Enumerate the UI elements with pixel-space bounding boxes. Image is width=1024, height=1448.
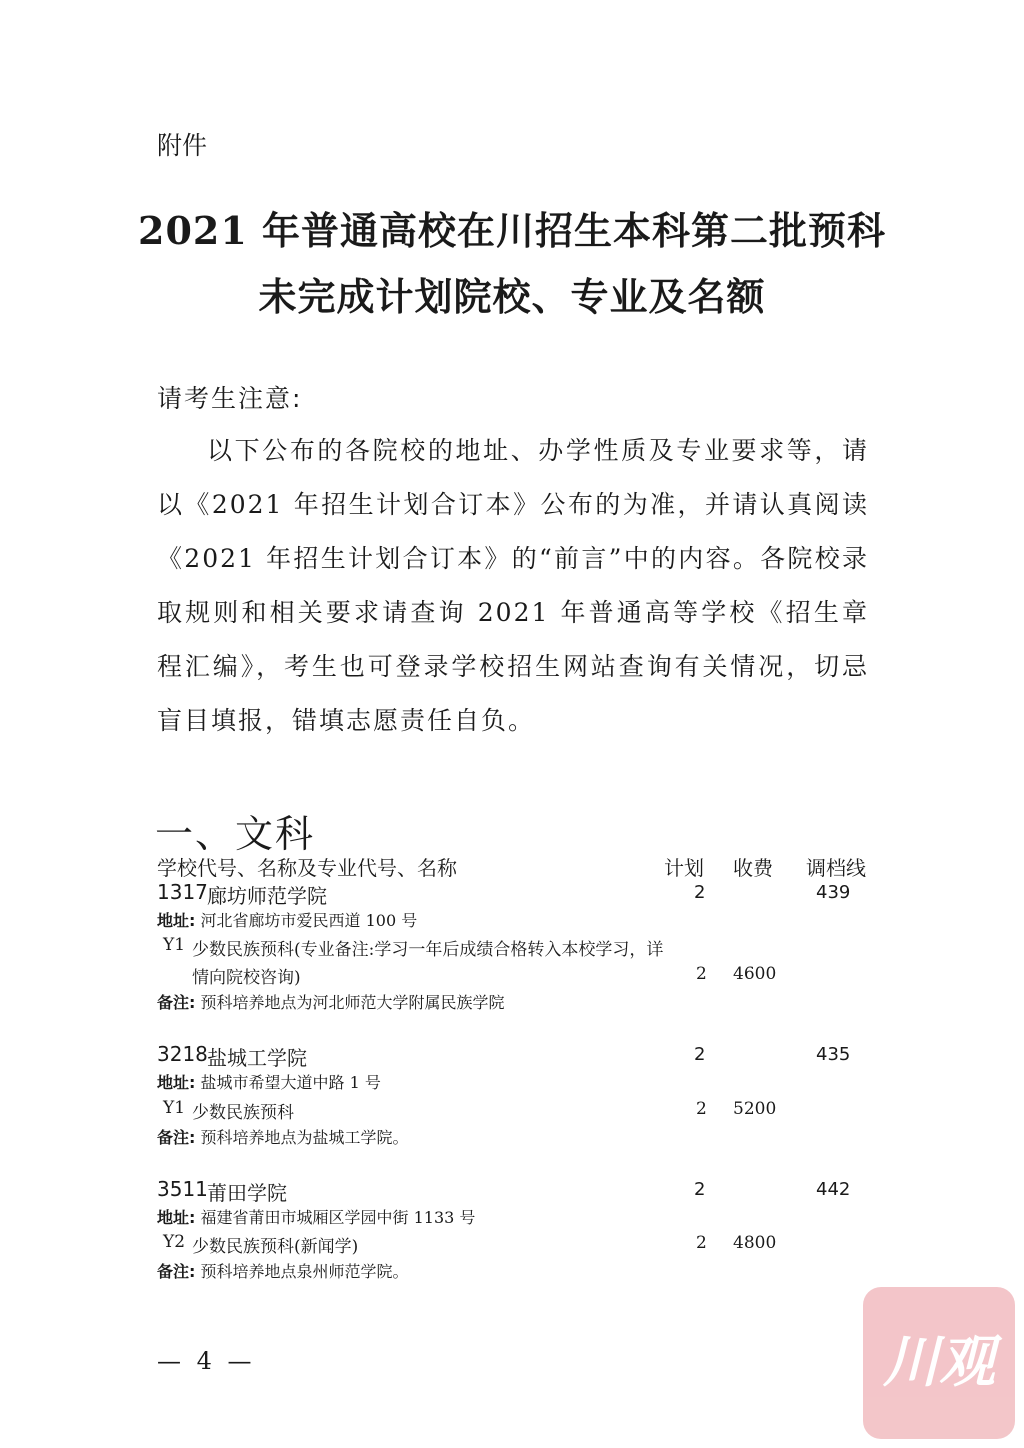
column-header-fee: 收费 — [733, 856, 773, 880]
address-label: 地址: — [157, 911, 196, 930]
school-address — [157, 908, 417, 931]
school-note — [157, 1259, 409, 1282]
school-address — [157, 1070, 381, 1093]
school-plan: 2 — [694, 1044, 706, 1065]
watermark-text: 川观 — [883, 1330, 995, 1395]
school-code: 3511 — [157, 1177, 208, 1201]
major-code: Y1 — [163, 1098, 186, 1118]
school-code: 3218 — [157, 1042, 208, 1066]
note-label: 备注: — [157, 1262, 196, 1281]
school-note — [157, 1125, 409, 1148]
major-fee: 5200 — [733, 1099, 777, 1119]
note-label: 备注: — [157, 1128, 196, 1147]
page-number: — 4 — — [157, 1347, 256, 1375]
address-label: 地址: — [157, 1073, 196, 1092]
column-header-plan: 计划 — [664, 856, 704, 880]
school-name: 莆田学院 — [207, 1181, 287, 1205]
note-text: 预科培养地点泉州师范学院。 — [200, 1262, 409, 1281]
document-title-line-1: 2021 年普通高校在川招生本科第二批预科 — [138, 208, 886, 253]
notice-body: 以下公布的各院校的地址、办学性质及专业要求等，请以《2021 年招生计划合订本》公布的为准，并请认真阅读《2021 年招生计划合订本》的“前言”中的内容。各院校录取规则和相关要求请查询 2021 年普通高等学校《招生章程汇编》，考生也可登录学校招生网站查询有关情况，切忌盲目填报，错填志愿责任自负。 — [157, 436, 869, 735]
school-cutoff: 435 — [816, 1044, 851, 1065]
school-address — [157, 1205, 475, 1228]
address-label: 地址: — [157, 1208, 196, 1227]
major-fee: 4800 — [733, 1233, 777, 1253]
school-plan: 2 — [694, 1179, 706, 1200]
address-text: 福建省莆田市城厢区学园中街 1133 号 — [200, 1208, 476, 1227]
major-name-line-1: 少数民族预科(专业备注:学习一年后成绩合格转入本校学习，详 — [192, 940, 664, 960]
address-text: 河北省廊坊市爱民西道 100 号 — [200, 911, 418, 930]
school-plan: 2 — [694, 882, 706, 903]
note-text: 预科培养地点为盐城工学院。 — [200, 1128, 409, 1147]
document-title-line-2: 未完成计划院校、专业及名额 — [258, 274, 766, 319]
school-code: 1317 — [157, 880, 208, 904]
watermark-logo — [863, 1287, 1015, 1439]
major-code: Y2 — [163, 1232, 186, 1252]
major-name-line-1: 少数民族预科 — [192, 1103, 294, 1123]
major-name-line-2: 情向院校咨询) — [192, 968, 301, 988]
major-plan: 2 — [696, 1233, 707, 1253]
major-code: Y1 — [163, 935, 186, 955]
school-note — [157, 990, 505, 1013]
notice-label: 请考生注意: — [157, 384, 303, 413]
column-header-school-major: 学校代号、名称及专业代号、名称 — [157, 856, 457, 880]
note-text: 预科培养地点为河北师范大学附属民族学院 — [200, 993, 505, 1012]
column-header-cutoff: 调档线 — [806, 856, 866, 880]
attachment-label: 附件 — [157, 131, 208, 160]
note-label: 备注: — [157, 993, 196, 1012]
school-name: 盐城工学院 — [207, 1046, 307, 1070]
major-plan: 2 — [696, 1099, 707, 1119]
major-plan: 2 — [696, 964, 707, 984]
address-text: 盐城市希望大道中路 1 号 — [200, 1073, 381, 1092]
school-name: 廊坊师范学院 — [207, 884, 327, 908]
major-fee: 4600 — [733, 964, 777, 984]
school-cutoff: 442 — [816, 1179, 851, 1200]
major-name-line-1: 少数民族预科(新闻学) — [192, 1237, 359, 1257]
section-heading: 一、文科 — [155, 812, 316, 856]
school-cutoff: 439 — [816, 882, 851, 903]
